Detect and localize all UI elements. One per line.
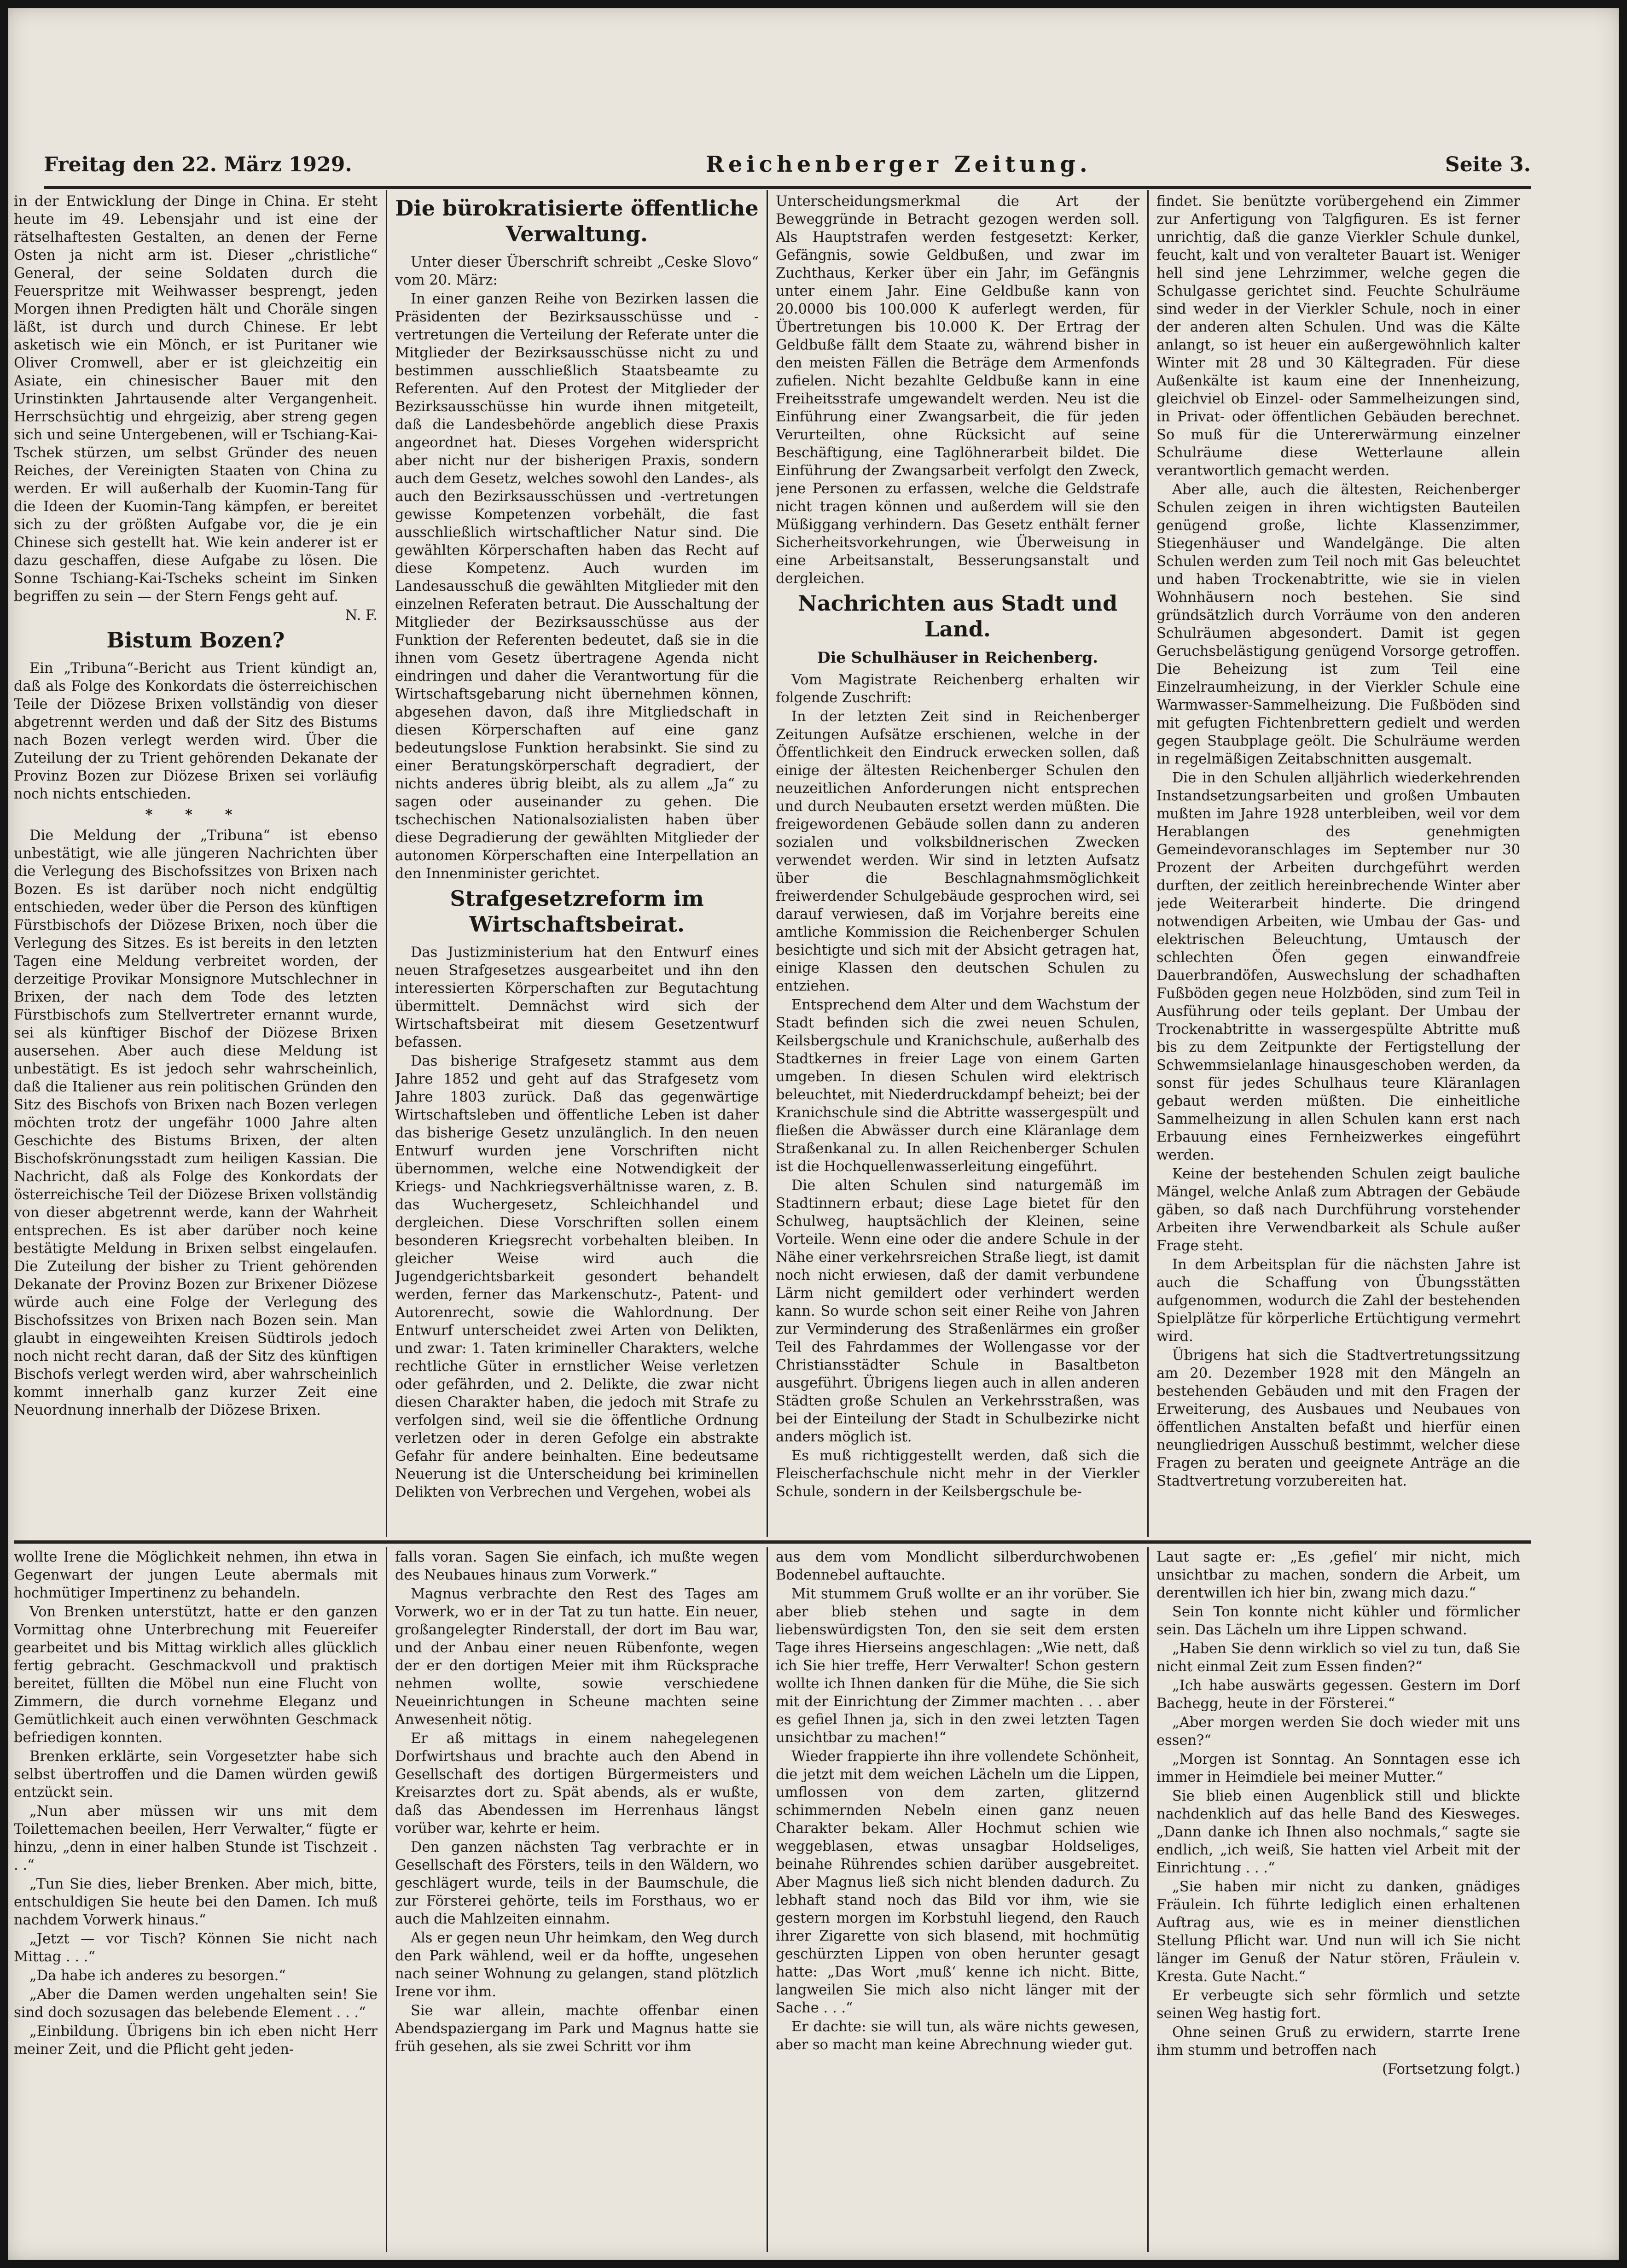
paragraph: Sie war allein, machte offenbar einen Abendspaziergang im Park und Magnus hatte sie früh gesehen, als sie zwei Schritt vor ihm <box>395 2003 759 2055</box>
paragraph: „Sie haben mir nicht zu danken, gnädiges Fräulein. Ich führte lediglich einen erhaltenen Auftrag aus, wie es in meiner dienstlichen Stellung Pflicht war. Und nun will ich Sie nicht länger im Genuß der Natur stören, Fräulein v. Kresta. Gute Nacht.“ <box>1156 1879 1520 1985</box>
feuilleton-column-4 <box>1156 1548 1520 2248</box>
paragraph: wollte Irene die Möglichkeit nehmen, ihn etwa in Gegenwart der jungen Leute abermals mit hochmütiger Impertinenz zu behandeln. <box>14 1549 378 1601</box>
paragraph: Die alten Schulen sind naturgemäß im Stadtinnern erbaut; diese Lage bietet für den Schulweg, hauptsächlich der Kleinen, seine Vorteile. Wenn eine oder die andere Schule in der Nähe einer verkehrsreichen Straße liegt, ist damit noch nicht erwiesen, daß der damit verbundene Lärm nicht gemildert oder verhindert werden kann. So wurde schon seit einer Reihe von Jahren zur Verminderung des Straßenlärmes ein großer Teil des Fahrdammes der Wollengasse vor der Christiansstädter Schule in Basaltbeton ausgeführt. Übrigens liegen auch in allen anderen Städten große Schulen an Verkehrsstraßen, was bei der Einteilung der Stadt in Schulbezirke nicht anders möglich ist. <box>776 1178 1139 1445</box>
section-separator: * * * <box>145 806 246 823</box>
column-divider <box>386 1547 387 2252</box>
paragraph: „Nun aber müssen wir uns mit dem Toilettemachen beeilen, Herr Verwalter,“ fügte er hinzu, „denn in einer halben Stunde ist Tischzeit . . .“ <box>14 1803 378 1873</box>
paragraph: Von Brenken unterstützt, hatte er den ganzen Vormittag ohne Unterbrechung mit Feuereifer gearbeitet und bis Mittag wirklich alles glücklich fertig gebracht. Geschmackvoll und praktisch bereitet, füllten die Möbel nun eine Flucht von Zimmern, die durch vornehme Eleganz und Gemütlichkeit auch einen verwöhnten Geschmack befriedigen konnten. <box>14 1604 378 1746</box>
paragraph: In der letzten Zeit sind in Reichenberger Zeitungen Aufsätze erschienen, welche in der Öffentlichkeit den Eindruck erwecken sollen, daß einige der ältesten Reichenberger Schulen den neuzeitlichen Anforderungen nicht entsprechen und durch Neubauten ersetzt werden müßten. Die freigewordenen Gebäude sollen dann zu anderen sozialen und volksbildnerischen Zwecken verwendet werden. Wir sind in letzten Aufsatz über die Beschlagnahmsmöglichkeit freiwerdender Schulgebäude gesprochen wird, sei darauf verwiesen, daß im Vorjahre bereits eine amtliche Kommission die Reichenberger Schulen besichtigte und sich mit der Absicht getragen hat, einige Klassen den deutschen Schulen zu entziehen. <box>776 709 1139 994</box>
paragraph: Die Meldung der „Tribuna“ ist ebenso unbestätigt, wie alle jüngeren Nachrichten über die Verlegung des Bischofssitzes von Brixen nach Bozen. Es ist darüber noch nicht endgültig entschieden, weder über die Person des künftigen Fürstbischofs der Diözese Brixen, noch über die Verlegung des Sitzes. Es ist bereits in den letzten Tagen eine Meldung verbreitet worden, der derzeitige Provikar Monsignore Mutschlechner in Brixen, der nach dem Tode des letzten Fürstbischofs zum Stellvertreter ernannt wurde, sei als künftiger Bischof der Diözese Brixen ausersehen. Aber auch diese Meldung ist unbestätigt. Es ist jedoch sehr wahrscheinlich, daß die Italiener aus rein politischen Gründen den Sitz des Bischofs von Brixen nach Bozen verlegen möchten trotz der ungefähr 1000 Jahre alten Geschichte des Bistums Brixen, der alten Bischofskrönungsstadt zum heiligen Kassian. Die Nachricht, daß als Folge des Konkordats der österreichische Teil der Diözese Brixen vollständig von dieser abgetrennt werde, kann der Wahrheit entsprechen. Es ist aber darüber noch keine bestätigte Meldung in Brixen selbst eingelaufen. Die Zuteilung der bisher zu Trient gehörenden Dekanate der Provinz Bozen zur Brixener Diözese würde auch eine Folge der Verlegung des Bischofssitzes von Brixen nach Bozen sein. Man glaubt in eingeweihten Kreisen Südtirols jedoch noch nicht recht daran, daß der Sitz des künftigen Bischofs verlegt werden wird, aber wahrscheinlich kommt innerhalb ganz kurzer Zeit eine Neuordnung innerhalb der Diözese Brixen. <box>14 828 378 1418</box>
paragraph: „Morgen ist Sonntag. An Sonntagen esse ich immer in Heimdiele bei meiner Mutter.“ <box>1156 1751 1520 1785</box>
column-3 <box>776 192 1139 1538</box>
feuilleton-column-2 <box>395 1548 759 2248</box>
paragraph: In dem Arbeitsplan für die nächsten Jahre ist auch die Schaffung von Übungsstätten aufgenommen, wodurch die Zahl der bestehenden Spielplätze für körperliche Ertüchtigung vermehrt wird. <box>1156 1257 1520 1345</box>
column-1 <box>14 192 378 1538</box>
feuilleton-column-3 <box>776 1548 1139 2248</box>
signature: (Fortsetzung folgt.) <box>1382 2061 1520 2077</box>
paragraph: „Aber die Damen werden ungehalten sein! Sie sind doch sozusagen das belebende Element . . .“ <box>14 1987 378 2021</box>
paragraph: Die in den Schulen alljährlich wiederkehrenden Instandsetzungsarbeiten und großen Umbauten mußten im Jahre 1928 unterbleiben, weil vor dem Herablangen des genehmigten Gemeindevoranschlages im September nur 30 Prozent der Arbeiten durchgeführt werden durften, der zeitlich hereinbrechende Winter aber jede Weiterarbeit hinderte. Die dringend notwendigen Arbeiten, wie Umbau der Gas- und elektrischen Beleuchtung, Umtausch der schlechten Öfen gegen einwandfreie Dauerbrandöfen, Auswechslung der schadhaften Fußböden gegen neue Holzböden, sind zum Teil in Ausführung oder teils geplant. Der Umbau der Trockenabtritte in wassergespülte Abtritte muß bis zu dem Zeitpunkte der Fertigstellung der Schwemmsielanlage hinausgeschoben werden, da sonst für jedes Schulhaus teure Kläranlagen gebaut werden müßten. Die einheitliche Sammelheizung in allen Schulen kann erst nach Erbauung eines Fernheizwerkes eingeführt werden. <box>1156 770 1520 1163</box>
paragraph: aus dem vom Mondlicht silberdurchwobenen Bodennebel auftauchte. <box>776 1549 1139 1583</box>
paragraph: Wieder frappierte ihn ihre vollendete Schönheit, die jetzt mit dem weichen Lächeln um die Lippen, umflossen von dem zarten, glitzernd schimmernden Nebeln einen ganz neuen Charakter bekam. Aller Hochmut schien wie weggeblasen, etwas unsagbar Holdseliges, beinahe Rührendes schien darüber ausgebreitet. Aber Magnus ließ sich nicht blenden dadurch. Zu lebhaft stand noch das Bild vor ihm, wie sie gestern morgen im Korbstuhl liegend, den Rauch ihrer Zigarette von sich blasend, mit hochmütig geschürzten Lippen von oben herunter gesagt hatte: „Das Wort ‚muß‘ kenne ich nicht. Bitte, langweilen Sie mich also nicht länger mit der Sache . . .“ <box>776 1749 1139 2016</box>
paragraph: Den ganzen nächsten Tag verbrachte er in Gesellschaft des Försters, teils in den Wäldern, wo geschlägert wurde, teils in der Baumschule, die zur Försterei gehörte, teils im Forsthaus, wo er auch die Mahlzeiten einnahm. <box>395 1839 759 1927</box>
paragraph: Sie blieb einen Augenblick still und blickte nachdenklich auf das helle Band des Kiesweges. „Dann danke ich Ihnen also nochmals,“ sagte sie endlich, „ich weiß, Sie hatten viel Arbeit mit der Einrichtung . . .“ <box>1156 1788 1520 1876</box>
paragraph: Entsprechend dem Alter und dem Wachstum der Stadt befinden sich die zwei neuen Schulen, Keilsbergschule und Kranichschule, außerhalb des Stadtkernes in freier Lage von einem Garten umgeben. In diesen Schulen wird elektrisch beleuchtet, mit Niederdruckdampf beheizt; bei der Kranichschule sind die Abtritte wassergespült und fließen die Abwässer durch eine Kläranlage dem Straßenkanal zu. In allen Reichenberger Schulen ist die Hochquellenwasserleitung eingeführt. <box>776 997 1139 1175</box>
article-headline: Strafgesetzreform im Wirtschaftsbeirat. <box>450 886 704 937</box>
column-divider <box>767 1547 768 2252</box>
paragraph: Keine der bestehenden Schulen zeigt bauliche Mängel, welche Anlaß zum Abtragen der Gebäude gäben, so daß nach Durchführung vorstehender Arbeiten ihre Verwendbarkeit als Schule außer Frage steht. <box>1156 1166 1520 1254</box>
paragraph: „Aber morgen werden Sie doch wieder mit uns essen?“ <box>1156 1714 1520 1749</box>
column-4 <box>1156 192 1520 1538</box>
paragraph: Ein „Tribuna“-Bericht aus Trient kündigt an, daß als Folge des Konkordats die österreichischen Teile der Diözese Brixen vollständig von dieser abgetrennt werden und daß der Sitz des Bistums nach Bozen verlegt werden wird. Über die Zuteilung der zu Trient gehörenden Dekanate der Provinz Bozen zur Diözese Brixen sei vorläufig noch nichts entschieden. <box>14 660 378 802</box>
paragraph: Aber alle, auch die ältesten, Reichenberger Schulen zeigen in ihren wichtigsten Bauteilen genügend große, lichte Klassenzimmer, Stiegenhäuser und Wandelgänge. Die alten Schulen werden zum Teil noch mit Gas beleuchtet und haben Trockenabtritte, wie sie in vielen Wohnhäusern noch bestehen. Sie sind gründsätzlich durch Vorräume von den anderen Schulräumen abgesondert. Damit ist gegen Geruchsbelästigung genügend Vorsorge getroffen. Die Beheizung ist zum Teil eine Einzelraumheizung, in der Vierkler Schule eine Warmwasser-Sammelheizung. Die Fußböden sind mit gefugten Fichtenbrettern gedielt und werden gegen Staubplage geölt. Die Schulräume werden in regelmäßigen Zeitabschnitten ausgemalt. <box>1156 482 1520 767</box>
paragraph: „Jetzt — vor Tisch? Können Sie nicht nach Mittag . . .“ <box>14 1931 378 1965</box>
paragraph: Magnus verbrachte den Rest des Tages am Vorwerk, wo er in der Tat zu tun hatte. Ein neuer, großangelegter Rinderstall, der dort im Bau war, und der Anbau einer neuen Rübenfonte, wegen der er den dortigen Meier mit ihm Rücksprache nehmen wollte, sowie verschiedene Neueinrichtungen in Scheune machten seine Anwesenheit nötig. <box>395 1586 759 1728</box>
paragraph: „Einbildung. Übrigens bin ich eben nicht Herr meiner Zeit, und die Pflicht geht jeden- <box>14 2023 378 2058</box>
paragraph: Unterscheidungsmerkmal die Art der Beweggründe in Betracht gezogen werden soll. Als Hauptstrafen werden festgesetzt: Kerker, Gefängnis, sowie Geldbußen, und zwar im Zuchthaus, Kerker über ein Jahr, im Gefängnis unter einem Jahr. Eine Geldbuße kann von 20.0000 bis 100.000 K auferlegt werden, für Übertretungen bis 10.000 K. Der Ertrag der Geldbuße fällt dem Staate zu, während bisher in den meisten Fällen die Beträge dem Armenfonds zufielen. Nicht bezahlte Geldbuße kann in eine Freiheitsstrafe umgewandelt werden. Neu ist die Einführung einer Zwangsarbeit, die für jeden Verurteilten, ohne Rücksicht auf seine Beschäftigung, eine Taglöhnerarbeit bildet. Die Einführung der Zwangsarbeit verfolgt den Zweck, jene Personen zu erfassen, welche die Geldstrafe nicht tragen können und außerdem will sie den Müßiggang verhindern. Das Gesetz enthält ferner Sicherheitsvorkehrungen, wie Überweisung in eine Arbeitsanstalt, Besserungsanstalt und dergleichen. <box>776 193 1139 587</box>
paragraph: Sein Ton konnte nicht kühler und förmlicher sein. Das Lächeln um ihre Lippen schwand. <box>1156 1604 1520 1638</box>
paragraph: findet. Sie benützte vorübergehend ein Zimmer zur Anfertigung von Talgfiguren. Es ist ferner unrichtig, daß die ganze Vierkler Schule dunkel, feucht, kalt und von veralteter Bauart ist. Weniger hell sind jene Lehrzimmer, welche gegen die Schulgasse gerichtet sind. Feuchte Schulräume sind weder in der Vierkler Schule, noch in einer der anderen alten Schulen. Und was die Kälte anlangt, so ist heuer ein außergewöhnlich kalter Winter mit 28 und 30 Kältegraden. Für diese Außenkälte ist kaum eine der Innenheizung, gleichviel ob Einzel- oder Sammelheizungen sind, in Privat- oder öffentlichen Gebäuden berechnet. So muß für die Untererwärmung einzelner Schulräume diese Wetterlaune allein verantwortlich gemacht werden. <box>1156 193 1520 479</box>
paragraph: Unter dieser Überschrift schreibt „Ceske Slovo“ vom 20. März: <box>395 254 759 288</box>
paragraph: Als er gegen neun Uhr heimkam, den Weg durch den Park wählend, weil er da hoffte, ungesehen nach seiner Wohnung zu gelangen, stand plötzlich Irene vor ihm. <box>395 1930 759 2000</box>
page-number: Seite 3. <box>1445 152 1531 176</box>
paragraph: Es muß richtiggestellt werden, daß sich die Fleischerfachschule nicht mehr in der Vierkler Schule, sondern in der Keilsbergschule be- <box>776 1448 1139 1500</box>
column-divider <box>767 190 768 1537</box>
paragraph: Vom Magistrate Reichenberg erhalten wir folgende Zuschrift: <box>776 672 1139 706</box>
paragraph: „Tun Sie dies, lieber Brenken. Aber mich, bitte, entschuldigen Sie heute bei den Damen. Ich muß nachdem Vorwerk hinaus.“ <box>14 1876 378 1928</box>
paragraph: „Ich habe auswärts gegessen. Gestern im Dorf Bachegg, heute in der Försterei.“ <box>1156 1678 1520 1712</box>
page-header <box>44 146 1531 182</box>
column-2 <box>395 192 759 1538</box>
paragraph: Brenken erklärte, sein Vorgesetzter habe sich selbst übertroffen und die Damen würden gewiß entzückt sein. <box>14 1749 378 1801</box>
paragraph: Er aß mittags in einem nahegelegenen Dorfwirtshaus und brachte auch den Abend in Gesellschaft des dortigen Bürgermeisters und Kreisarztes dort zu. Spät abends, als er wußte, daß das Abendessen im Herrenhaus längst vorüber war, kehrte er heim. <box>395 1731 759 1837</box>
section-rule <box>14 1540 1531 1544</box>
paragraph: Er dachte: sie will tun, als wäre nichts gewesen, aber so macht man keine Abrechnung wieder gut. <box>776 2019 1139 2053</box>
header-rule <box>44 186 1531 189</box>
paragraph: Ohne seinen Gruß zu erwidern, starrte Irene ihm stumm und betroffen nach <box>1156 2024 1520 2058</box>
column-divider <box>386 190 387 1537</box>
paragraph: falls voran. Sagen Sie einfach, ich mußte wegen des Neubaues hinaus zum Vorwerk.“ <box>395 1549 759 1583</box>
paragraph: „Haben Sie denn wirklich so viel zu tun, daß Sie nicht einmal Zeit zum Essen finden?“ <box>1156 1641 1520 1675</box>
paragraph: in der Entwicklung der Dinge in China. Er steht heute im 49. Lebensjahr und ist eine der rätselhaftesten Gestalten, an denen der Ferne Osten ja nicht arm ist. Dieser „christliche“ General, der seine Soldaten durch die Feuerspritze mit Weihwasser besprengt, jeden Morgen ihnen Predigten hält und Choräle singen läßt, ist durch und durch Chinese. Er lebt asketisch wie ein Mönch, er ist Puritaner wie Oliver Cromwell, aber er ist gleichzeitig ein Asiate, ein chinesischer Bauer mit den Urinstinkten Jahrtausende alter Vergangenheit. Herrschsüchtig und ehrgeizig, aber streng gegen sich und seine Untergebenen, will er Tschiang-Kai-Tschek stürzen, um selbst Gründer des neuen Reiches, der Vereinigten Staaten von China zu werden. Er will außerhalb der Kuomin-Tang für die Ideen der Kuomin-Tang kämpfen, er bereitet sich zu der größten Aufgabe vor, die je ein Chinese sich gestellt hat. Wie kein anderer ist er dazu geschaffen, diese Aufgabe zu lösen. Die Sonne Tschiang-Kai-Tscheks scheint im Sinken begriffen zu sein — der Stern Fengs geht auf. <box>14 193 378 605</box>
paragraph: Er verbeugte sich sehr förmlich und setzte seinen Weg hastig fort. <box>1156 1988 1520 2022</box>
article-headline: Nachrichten aus Stadt und Land. <box>797 591 1118 641</box>
header-date: Freitag den 22. März 1929. <box>44 152 352 176</box>
column-divider <box>1147 190 1149 1537</box>
newspaper-title: Reichenberger Zeitung. <box>705 152 1092 177</box>
paragraph: Mit stummem Gruß wollte er an ihr vorüber. Sie aber blieb stehen und sagte in dem liebenswürdigsten Ton, den sie seit dem ersten Tage ihres Hierseins angeschlagen: „Wie nett, daß ich Sie hier treffe, Herr Verwalter! Schon gestern wollte ich Ihnen danken für die Mühe, die Sie sich mit der Einrichtung der Zimmer machten . . . aber es gefiel Ihnen ja, sich in den zwei letzten Tagen unsichtbar zu machen!“ <box>776 1586 1139 1746</box>
paragraph: „Da habe ich anderes zu besorgen.“ <box>29 1968 286 1984</box>
paragraph: Übrigens hat sich die Stadtvertretungssitzung am 20. Dezember 1928 mit den Mängeln an bestehenden Gebäuden und mit den Fragen der Erweiterung, des Ausbaues und Neubaues von öffentlichen Anstalten befaßt und hierfür einen neungliedrigen Ausschuß bestimmt, welcher diese Fragen zu beraten und geeignete Anträge an die Stadtvertretung vorzubereiten hat. <box>1156 1347 1520 1489</box>
column-divider <box>1147 1547 1149 2252</box>
paragraph: Das bisherige Strafgesetz stammt aus dem Jahre 1852 und geht auf das Strafgesetz vom Jahre 1803 zurück. Daß das gegenwärtige Wirtschaftsleben und öffentliche Leben ist daher das bisherige Gesetz unzulänglich. In den neuen Entwurf wurden jene Vorschriften nicht übernommen, welche eine Notwendigkeit der Kriegs- und Nachkriegsverhältnisse waren, z. B. das Wuchergesetz, Schleichhandel und dergleichen. Diese Vorschriften sollen einem besonderen Kriegsrecht vorbehalten bleiben. In gleicher Weise wird auch die Jugendgerichtsbarkeit gesondert behandelt werden, ferner das Markenschutz-, Patent- und Autorenrecht, sowie die Wahlordnung. Der Entwurf unterscheidet zwei Arten von Delikten, und zwar: 1. Taten krimineller Charakters, welche rechtliche Güter in ernstlicher Weise verletzen oder gefährden, und 2. Delikte, die zwar nicht diesen Charakter haben, die jedoch mit Strafe zu verfolgen sind, weil sie die öffentliche Ordnung verletzen oder in deren Gefolge ein abstrakte Gefahr für andere beinhalten. Eine bedeutsame Neuerung ist die Unterscheidung bei kriminellen Delikten von Verbrechen und Vergehen, wobei als <box>395 1053 759 1500</box>
signature: N. F. <box>345 607 378 624</box>
feuilleton-column-1 <box>14 1548 378 2248</box>
paragraph: Das Justizministerium hat den Entwurf eines neuen Strafgesetzes ausgearbeitet und ihn den interessierten Körperschaften zur Begutachtung übermittelt. Demnächst wird sich der Wirtschaftsbeirat mit diesem Gesetzentwurf befassen. <box>395 945 759 1050</box>
article-headline: Bistum Bozen? <box>106 628 285 653</box>
article-subheadline: Die Schulhäuser in Reichenberg. <box>817 648 1098 666</box>
paragraph: Laut sagte er: „Es ‚gefiel‘ mir nicht, mich unsichtbar zu machen, sondern die Arbeit, um derentwillen ich hier bin, zwang mich dazu.“ <box>1156 1549 1520 1601</box>
article-headline: Die bürokratisierte öffentliche Verwaltung. <box>395 196 759 246</box>
paragraph: In einer ganzen Reihe von Bezirken lassen die Präsidenten der Bezirksausschüsse und -vertretungen die Verteilung der Referate unter die Mitglieder der Bezirksausschüsse nicht zu und bestimmen ausschließlich Staatsbeamte zu Referenten. Auf den Protest der Mitglieder der Bezirksausschüsse hin wurde ihnen mitgeteilt, daß die Landesbehörde angeblich diese Praxis angeordnet hat. Dieses Vorgehen widerspricht aber nicht nur der bisherigen Praxis, sondern auch dem Gesetz, welches sowohl den Landes-, als auch den Bezirksausschüssen und -vertretungen gewisse Kompetenzen vorbehält, die fast ausschließlich wirtschaftlicher Natur sind. Die gewählten Körperschaften haben das Recht auf diese Kompetenz. Auch wurden im Landesausschuß die gewählten Mitglieder mit den einzelnen Referaten betraut. Die Ausschaltung der Mitglieder der Bezirksausschüsse aus der Funktion der Referenten bedeutet, daß sie in die ihnen vom Gesetz übertragene Agenda nicht eindringen und daher die Verantwortung für die Wirtschaftsgebarung nicht übernehmen können, abgesehen davon, daß ihre Mitgliedschaft in diesen Körperschaften auf eine ganz bedeutungslose Funktion herabsinkt. Sie sind zu einer Beratungskörperschaft degradiert, der nichts anderes übrig bleibt, als zu allem „Ja“ zu sagen oder auseinander zu gehen. Die tschechischen Nationalsozialisten haben über diese Degradierung der gewählten Mitglieder der autonomen Körperschaften eine Interpellation an den Innenminister gerichtet. <box>395 291 759 882</box>
